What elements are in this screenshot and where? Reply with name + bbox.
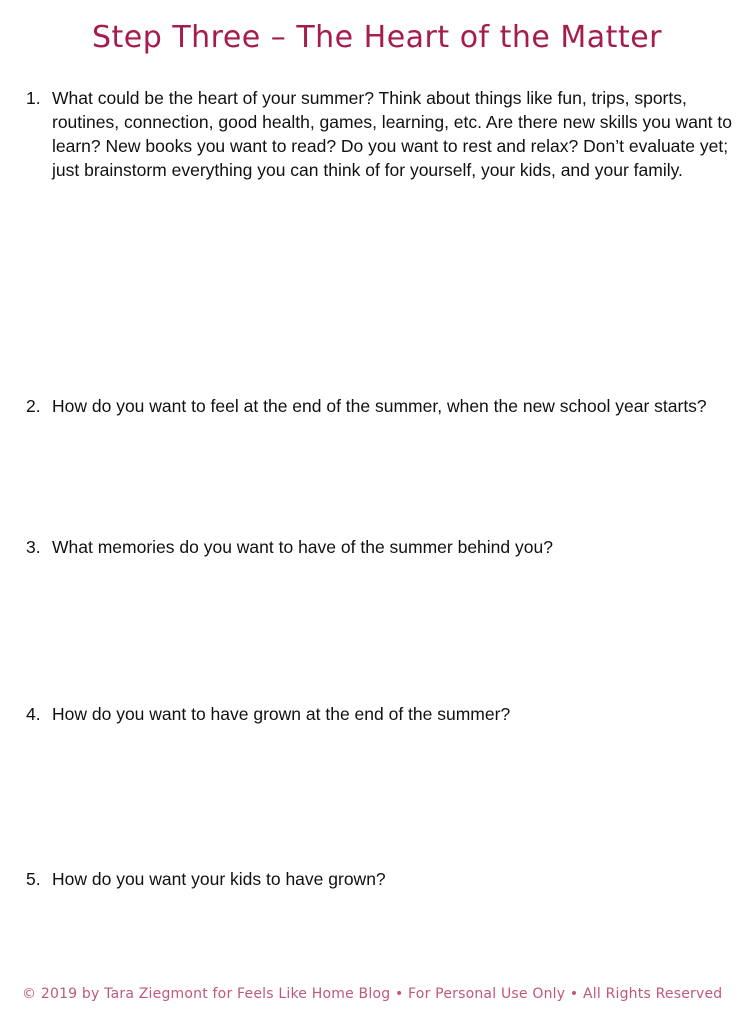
question-text: How do you want to feel at the end of the summer, when the new school year starts? — [52, 396, 707, 416]
question-4 — [26, 702, 738, 726]
question-number: 1. — [26, 88, 41, 108]
question-1 — [26, 86, 738, 182]
question-number: 2. — [26, 396, 41, 416]
page-title: Step Three – The Heart of the Matter — [91, 20, 662, 55]
question-text: How do you want your kids to have grown? — [52, 869, 386, 889]
question-number: 3. — [26, 537, 41, 557]
question-text: What could be the heart of your summer? Think about things like fun, trips, sports, routines, connection, good health, games, learning, etc. Are there new skills you want to learn? New books you want to read? Do you want to rest and relax? Don’t evaluate yet; just brainstorm everything you can think of for yourself, your kids, and your family. — [52, 88, 732, 180]
question-text: How do you want to have grown at the end of the summer? — [52, 704, 511, 724]
question-number: 4. — [26, 704, 41, 724]
question-number: 5. — [26, 869, 41, 889]
question-3 — [26, 535, 738, 559]
copyright-footer: © 2019 by Tara Ziegmont for Feels Like Home Blog • For Personal Use Only • All Rights Reserved — [22, 986, 723, 1002]
question-5 — [26, 867, 738, 891]
question-text: What memories do you want to have of the summer behind you? — [52, 537, 553, 557]
question-2 — [26, 394, 738, 418]
